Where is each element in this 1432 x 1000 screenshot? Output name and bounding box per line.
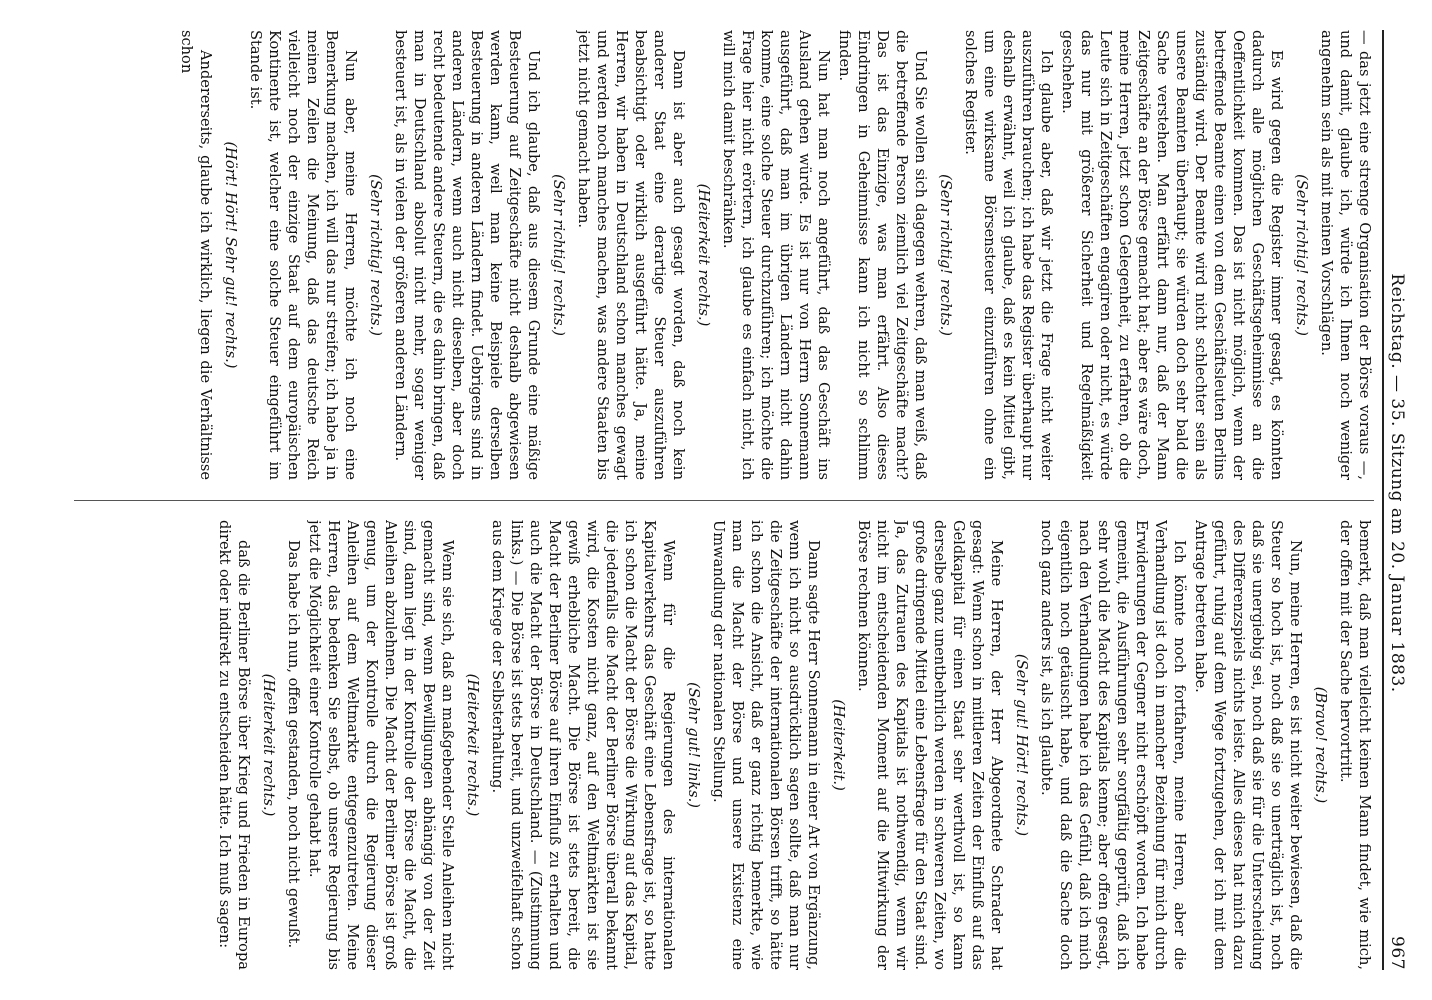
page-header-title: Reichstag. — 35. Sitzung am 20. Januar 1883.	[1387, 273, 1407, 693]
interjection-remark: (Heiterkeit.)	[830, 699, 847, 791]
paragraph: Meine Herren, der Herr Abgeordnete Schrader hat gesagt: Wenn schon in mittleren Zeiten der Einfluß auf das Geldkapital für einen Staat sehr werthvoll ist, so kann derselbe ganz unentbehrlich werden in schweren Zeiten, wo große dringende Mittel eine Lebensfrage für den Staat sind. Ja, das Zutrauen des Kapitals ist nothwendig, wenn wir nicht im entscheidenden Moment auf die Mitwirkung der Börse rechnen können.	[855, 520, 1005, 970]
paragraph: Dann sagte Herr Sonnemann in einer Art von Ergänzung, wenn ich nicht so ausdrücklich sagen sollte, daß man nur die Zeitgeschäfte der internationalen Börsen trifft, so hätte ich schon die Ansicht, daß er ganz richtig bemerkte, wie man die Macht der Börse und unsere Existenz eine Umwandlung der nationalen Stellung.	[710, 520, 822, 970]
paragraph: Nun aber, meine Herren, möchte ich noch eine Bemerkung machen, ich will das nur streifen; ich habe ja in meinen Zeilen die Meinung, daß das deutsche Reich vielleicht noch der einzige Staat auf dem europäischen Kontinente ist, welcher eine solche Steuer eingeführt im Stande ist.	[247, 30, 359, 480]
paragraph: Und ich glaube, daß aus diesem Grunde eine mäßige Besteuerung auf Zeitgeschäfte nicht deshalb abgewiesen werden kann, weil man keine Beispiele derselben Besteuerung in anderen Ländern findet. Uebrigens sind in anderen Ländern, wenn auch nicht dieselben, aber doch recht bedeutende andere Steuern, die es dahin bringen, daß man in Deutschland absolut nicht mehr, sogar weniger besteuert ist, als in vielen der größeren anderen Ländern.	[392, 30, 542, 480]
paragraph: Wenn für die Regierungen des internationalen Kapitalverkehrs das Geschäft eine Lebensfrage ist, so hatte ich schon die Macht der Börse die Wirkung auf das Kapital, die jedenfalls die Macht der Berliner Börse überall bekannt wird, die Kosten nicht ganz, auf den Weltmärkten ist sie gewiß erhebliche Macht. Die Börse ist stets bereit, die Macht der Berliner Börse auf ihren Einfluß zu erhalten und auch die Macht der Börse in Deutschland. — (Zustimmung links.) — Die Börse ist stets bereit, und unzweifelhaft schon aus dem Kriege der Selbsterhaltung.	[489, 520, 677, 970]
paragraph: Nun hat man noch angeführt, daß das Geschäft ins Ausland gehen würde. Es ist nur von Herrn Sonnemann ausgeführt, daß man im übrigen Ländern nicht dahin komme, eine solche Steuer durchzuführen; ich möchte die Frage hier nicht erörtern, ich glaube es einfach nicht, ich will mich damit beschränken.	[720, 30, 832, 480]
interjection-remark: (Sehr richtig! rechts.)	[367, 174, 384, 336]
paragraph: Es wird gegen die Register immer gesagt, es könnten dadurch alle möglichen Geschäftsgeheimnisse an die Oeffentlichkeit kommen. Das ist nicht möglich, wenn der betreffende Beamte einen von dem Geschäftsleuten Berlins zuständig wird. Der Beamte wird nicht schlechter sein als unsere Beamten überhaupt; sie würden doch sehr bald die Sache verstehen. Man erfährt dann nur, daß der Mann Zeitgeschäfte an der Börse gemacht hat; aber es wäre doch, meine Herren, jetzt schon Gelegenheit, zu erfahren, ob die Leute sich in Zeitgeschäften engagiren oder nicht, es würde das nur mit größerer Sicherheit und Regelmäßigkeit geschehen.	[1059, 30, 1285, 480]
interjection-remark: (Sehr richtig! rechts.)	[1293, 174, 1310, 336]
paragraph: Ich glaube aber, daß wir jetzt die Frage nicht weiter auszuführen brauchen; ich habe das Register überhaupt nur deshalb erwähnt, weil ich glaube, daß es kein Mittel gibt, um eine wirksame Börsensteuer einzuführen ohne ein solches Register.	[962, 30, 1055, 480]
paragraph: — das jetzt eine strenge Organisation der Börse voraus —, und damit, glaube ich, würde ich Ihnen noch weniger angenehm sein als mit meinen Vorschlägen.	[1318, 30, 1373, 480]
interjection-remark: (Hört! Hört! Sehr gut! rechts.)	[222, 141, 239, 369]
paragraph: Andererseits, glaube ich wirklich, liegen die Verhältnisse schon	[178, 30, 214, 480]
paragraph: Dann ist aber auch gesagt worden, daß noch kein anderer Staat eine derartige Steuer auszuführen beabsichtigt oder wirklich ausgeführt hätte. Ja, meine Herren, wir haben in Deutschland schon manches gewagt und werden noch manches machen, was andere Staaten bis jetzt nicht gemacht haben.	[575, 30, 687, 480]
paragraph: Nun, meine Herren, es ist nicht weiter bewiesen, daß die Steuer so hoch ist, noch daß sie so unerträglich ist, noch daß sie unergiebig sei, noch daß sie für die Unterscheidung des Differenzspiels nichts leiste. Alles dieses hat mich dazu geführt, ruhig auf dem Wege fortzugehen, der ich mit dem Antrage betreten habe.	[1192, 520, 1304, 970]
page-content	[22, 30, 1422, 970]
paragraph: Wenn sie sich, daß an maßgebender Stelle Anleihen nicht gemacht sind, wenn Bewilligungen abhängig von der Zeit sind, dann liegt in der Kontrolle der Börse die Macht, die Anleihen abzulehnen. Die Macht der Berliner Börse ist groß genug, um der Kontrolle durch die Regierung dieser Anleihen auf dem Weltmarkte entgegenzutreten. Meine Herren, das bedenken Sie selbst, ob unsere Regierung bis jetzt die Möglichkeit einer Kontrolle gehabt hat.	[306, 520, 456, 970]
interjection-remark: (Sehr gut! Hört! rechts.)	[1013, 653, 1030, 837]
interjection-remark: (Sehr richtig! rechts.)	[937, 174, 954, 336]
column-divider	[74, 500, 1374, 501]
paragraph: Und Sie wollen sich dagegen wehren, daß man weiß, daß die betreffende Person ziemlich viel Zeitgeschäfte macht? Das ist das Einzige, was man erfährt. Also dieses Eindringen in Geheimnisse kann ich nicht so schlimm finden.	[836, 30, 929, 480]
interjection-remark: (Bravo! rechts.)	[1312, 686, 1329, 804]
interjection-remark: (Sehr richtig! rechts.)	[550, 174, 567, 336]
paragraph: daß die Berliner Börse über Krieg und Frieden in Europa direkt oder indirekt zu entscheiden hätte. Ich muß sagen:	[216, 520, 252, 970]
interjection-remark: (Heiterkeit rechts.)	[695, 183, 712, 327]
interjection-remark: (Heiterkeit rechts.)	[464, 673, 481, 817]
page-header	[1382, 30, 1422, 970]
interjection-remark: (Sehr gut! links.)	[685, 682, 702, 808]
paragraph: Ich könnte noch fortfahren, meine Herren, aber die Verhandlung ist doch in mancher Beziehung für mich durch Erwiderungen der Gegner nicht erschöpft worden. Ich habe gemeint, die Ausführungen sehr sorgfältig geprüft, daß ich sehr wohl die Macht des Kapitals kenne; aber offen gesagt, nach den Verhandlungen habe ich das Gefühl, daß ich mich eigentlich noch getäuscht habe, und daß die Sache doch noch ganz anders ist, als ich glaubte.	[1038, 520, 1188, 970]
interjection-remark: (Heiterkeit rechts.)	[260, 673, 277, 817]
paragraph: bemerkt, daß man vielleicht keinen Mann findet, wie mich, der offen mit der Sache hervortritt.	[1337, 520, 1373, 970]
right-text-column	[74, 520, 1374, 970]
paragraph: Das habe ich nun, offen gestanden, noch nicht gewußt.	[285, 540, 302, 949]
left-text-column	[74, 30, 1374, 480]
page-number: 967	[1387, 936, 1407, 970]
